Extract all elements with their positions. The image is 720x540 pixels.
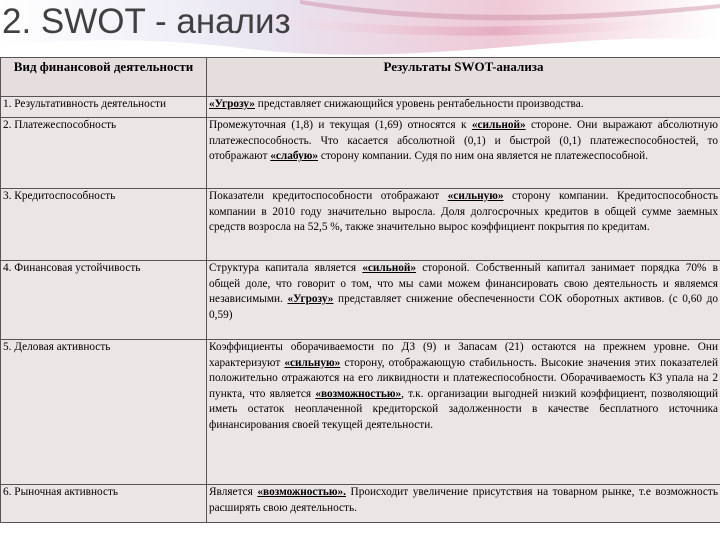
row-results (207, 97, 720, 118)
row-area: 6. Рыночная активность (1, 485, 207, 523)
row-area: 4. Финансовая устойчивость (1, 261, 207, 340)
table-row (1, 261, 720, 340)
result-text: Промежуточная (1,8) и текущая (1,69) относятся к (209, 119, 472, 131)
highlighted-term: «сильную» (447, 190, 504, 202)
table-header-row (1, 58, 720, 97)
result-text: представляет снижение обеспеченности СОК оборотных активов. (с 0,60 до 0,59) (209, 293, 718, 321)
table-row (1, 118, 720, 189)
swot-table (0, 57, 720, 523)
highlighted-term: «возможностью» (315, 387, 402, 400)
table-body (1, 97, 720, 523)
result-text: , т.к. организации выгодней низкий коэффициент, позволяющий иметь остаток неоплаченной кредиторской задолженности в качестве бесплатного источника финансирования своей текущей деятельности. (209, 387, 718, 431)
highlighted-term: «сильную» (284, 356, 341, 369)
row-area: 1. Результативность деятельности (1, 97, 207, 118)
highlighted-term: «Угрозу» (287, 293, 334, 306)
slide-title: 2. SWOT - анализ (2, 2, 291, 41)
result-text: Происходит увеличение присутствия на товарном рынке, т.е возможность расширять свою деятельность. (209, 486, 718, 514)
result-text: стороной. Собственный капитал занимает порядка 70% в общей доле, что говорит о том, что мы сами можем финансировать свою деятельность и являемся независимыми. (209, 262, 718, 306)
row-results (207, 261, 720, 340)
row-results (207, 485, 720, 523)
result-text: Структура капитала является (209, 262, 363, 274)
table-row (1, 340, 720, 485)
result-text: сторону, отображающую стабильность. Высокие значения этих показателей положительно отражаются на его ликвидности и платежеспособности. Оборачиваемость КЗ упала на 2 пункта, что является (209, 356, 718, 400)
result-text: сторону компании. Судя по ним она является не платежеспособной. (318, 150, 649, 163)
result-text: Является (209, 486, 258, 498)
row-area: 5. Деловая активность (1, 340, 207, 485)
result-text: Показатели кредитоспособности отображают (209, 190, 448, 202)
header-results: Результаты SWOT-анализа (207, 58, 720, 97)
highlighted-term: «сильной» (471, 119, 526, 131)
highlighted-term: «Угрозу» (209, 98, 255, 110)
row-results (207, 118, 720, 189)
result-text: Коэффициенты оборачиваемости по ДЗ (9) и Запасам (21) остаются на прежнем уровне. Они характеризуют (209, 341, 718, 369)
highlighted-term: «возможностью». (257, 486, 346, 498)
table-row (1, 97, 720, 118)
table-row (1, 485, 720, 523)
row-area: 3. Кредитоспособность (1, 189, 207, 261)
highlighted-term: «сильной» (362, 262, 417, 274)
row-results (207, 340, 720, 485)
result-text: стороне. Они выражают абсолютную платежеспособность. Что касается абсолютной (0,1) и быстрой (0,1) платежеспособностей, то отображают (209, 119, 718, 163)
highlighted-term: «слабую» (270, 150, 319, 163)
header-area: Вид финансовой деятельности (1, 58, 207, 97)
result-text: сторону компании. Кредитоспособность компании в 2010 году значительно выросла. Доля долгосрочных кредитов в общей сумме заемных средств возросла на 52,5 %, также значительно вырос коэффициент покрытия по кредитам. (209, 190, 718, 234)
result-text: представляет снижающийся уровень рентабельности производства. (254, 98, 584, 110)
row-results (207, 189, 720, 261)
table-row (1, 189, 720, 261)
row-area: 2. Платежеспособность (1, 118, 207, 189)
